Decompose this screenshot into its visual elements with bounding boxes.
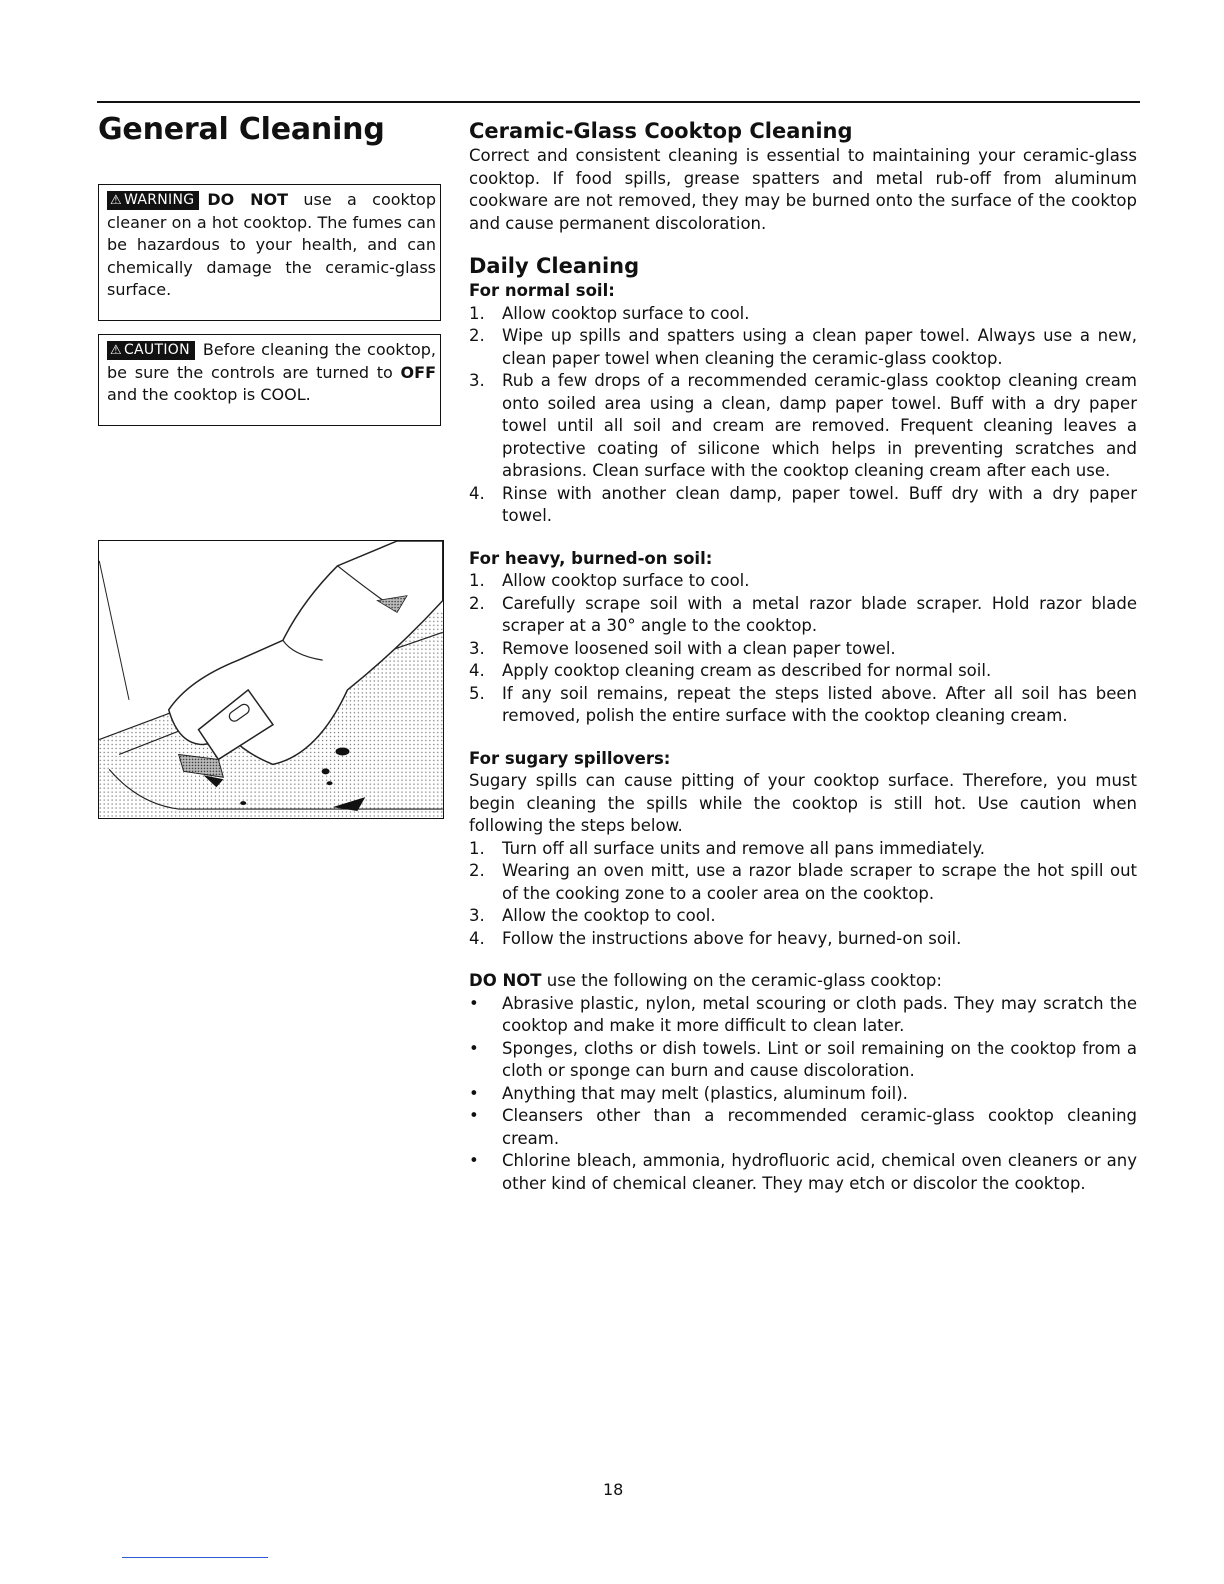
list-item xyxy=(469,683,1137,728)
step-number: 2. xyxy=(469,861,485,880)
heavy-soil-steps xyxy=(469,570,1137,728)
daily-cleaning-title: Daily Cleaning xyxy=(469,254,640,278)
caution-triangle-icon: ⚠ xyxy=(110,343,122,358)
list-item xyxy=(469,905,1137,928)
bullet-icon: • xyxy=(469,1151,479,1170)
step-number: 3. xyxy=(469,371,485,390)
page-title: General Cleaning xyxy=(98,112,385,147)
list-item xyxy=(469,483,1137,528)
do-not-intro xyxy=(469,970,1137,993)
bullet-icon: • xyxy=(469,993,479,1013)
warning-badge xyxy=(107,191,199,210)
item-text: Cleansers other than a recommended ceramic-glass cooktop cleaning cream. xyxy=(502,1106,1137,1148)
step-number: 2. xyxy=(469,593,485,613)
list-item xyxy=(469,325,1137,370)
step-number: 1. xyxy=(469,571,485,590)
caution-badge-label: CAUTION xyxy=(123,342,190,358)
step-text: Apply cooktop cleaning cream as described for normal soil. xyxy=(502,661,992,680)
sugary-steps xyxy=(469,838,1137,951)
step-number: 1. xyxy=(469,838,485,858)
step-text: Rinse with another clean damp, paper towel. Buff dry with a dry paper towel. xyxy=(502,483,1137,525)
step-text: Carefully scrape soil with a metal razor blade scraper. Hold razor blade scraper at a 30° angle to the cooktop. xyxy=(502,593,1137,635)
bottom-link-underline xyxy=(122,1557,268,1558)
step-number: 4. xyxy=(469,661,485,680)
list-item xyxy=(469,1150,1137,1195)
normal-soil-steps xyxy=(469,303,1137,528)
sugary-intro: Sugary spills can cause pitting of your cooktop surface. Therefore, you must begin cleaning the spills while the cooktop is still hot. Use caution when following the steps below. xyxy=(469,771,1137,835)
step-text: Turn off all surface units and remove all pans immediately. xyxy=(502,838,986,858)
bullet-icon: • xyxy=(469,1106,479,1125)
do-not-lead: DO NOT xyxy=(469,971,542,990)
step-text: Allow cooktop surface to cool. xyxy=(502,303,750,323)
list-item xyxy=(469,928,1137,951)
warning-lead: DO NOT xyxy=(207,190,288,209)
caution-text-1: Before cleaning the cooktop, be sure the controls are turned to xyxy=(107,340,436,382)
heavy-soil-heading: For heavy, burned-on soil: xyxy=(469,548,713,568)
item-text: Anything that may melt (plastics, aluminum foil). xyxy=(502,1083,908,1103)
warning-box xyxy=(98,184,441,321)
hand-scraping-cooktop-image xyxy=(99,541,443,818)
list-item xyxy=(469,860,1137,905)
step-number: 3. xyxy=(469,906,485,925)
caution-off: OFF xyxy=(400,362,436,382)
step-text: Rub a few drops of a recommended ceramic-glass cooktop cleaning cream onto soiled area using a clean, damp paper towel. Buff with a dry paper towel until all soil and cream are removed. Frequent cleaning leaves a protective coating of silicone which helps in preventing scratches and abrasions. Clean surface with the cooktop cleaning cream after each use. xyxy=(502,371,1137,480)
step-number: 5. xyxy=(469,683,485,703)
caution-badge xyxy=(107,341,195,360)
step-text: Allow the cooktop to cool. xyxy=(502,906,716,925)
list-item xyxy=(469,1038,1137,1083)
section-intro: Correct and consistent cleaning is essential to maintaining your ceramic-glass cooktop. If food spills, grease spatters and metal rub-off from aluminum cookware are not removed, they may be burned onto the surface of the cooktop and cause permanent discoloration. xyxy=(469,146,1137,233)
warning-text: use a cooktop cleaner on a hot cooktop. The fumes can be hazardous to your health, and can chemically damage the ceramic-glass surface. xyxy=(107,190,437,299)
scraper-illustration xyxy=(98,540,444,819)
sugary-spillovers-heading: For sugary spillovers: xyxy=(469,748,671,768)
step-text: Wearing an oven mitt, use a razor blade scraper to scrape the hot spill out of the cooking zone to a cooler area on the cooktop. xyxy=(502,861,1137,903)
warning-badge-label: WARNING xyxy=(123,192,195,208)
step-number: 1. xyxy=(469,303,485,323)
warning-triangle-icon: ⚠ xyxy=(110,193,122,208)
list-item xyxy=(469,1105,1137,1150)
do-not-list xyxy=(469,993,1137,1196)
step-number: 4. xyxy=(469,483,485,503)
step-number: 4. xyxy=(469,928,485,948)
caution-text-2: and the cooktop is COOL. xyxy=(107,385,311,404)
step-text: Allow cooktop surface to cool. xyxy=(502,571,750,590)
item-text: Chlorine bleach, ammonia, hydrofluoric acid, chemical oven cleaners or any other kind of chemical cleaner. They may etch or discolor the cooktop. xyxy=(502,1151,1137,1193)
step-text: Follow the instructions above for heavy, burned-on soil. xyxy=(502,928,962,948)
list-item xyxy=(469,570,1137,593)
bullet-icon: • xyxy=(469,1083,479,1103)
normal-soil-heading: For normal soil: xyxy=(469,281,615,300)
step-text: Remove loosened soil with a clean paper towel. xyxy=(502,638,896,658)
main-column xyxy=(469,118,1137,1195)
caution-box xyxy=(98,334,441,426)
step-number: 3. xyxy=(469,638,485,658)
list-item xyxy=(469,838,1137,861)
list-item xyxy=(469,993,1137,1038)
step-text: If any soil remains, repeat the steps listed above. After all soil has been removed, polish the entire surface with the cooktop cleaning cream. xyxy=(502,683,1137,725)
top-rule xyxy=(97,101,1140,103)
section-title: Ceramic-Glass Cooktop Cleaning xyxy=(469,119,853,143)
list-item xyxy=(469,1083,1137,1106)
item-text: Sponges, cloths or dish towels. Lint or soil remaining on the cooktop from a cloth or sponge can burn and cause discoloration. xyxy=(502,1038,1137,1080)
page-number: 18 xyxy=(603,1480,624,1499)
list-item xyxy=(469,303,1137,326)
list-item xyxy=(469,638,1137,661)
list-item xyxy=(469,370,1137,483)
bullet-icon: • xyxy=(469,1038,479,1058)
step-text: Wipe up spills and spatters using a clean paper towel. Always use a new, clean paper towel when cleaning the ceramic-glass cooktop. xyxy=(502,326,1137,368)
list-item xyxy=(469,660,1137,683)
item-text: Abrasive plastic, nylon, metal scouring or cloth pads. They may scratch the cooktop and make it more difficult to clean later. xyxy=(502,993,1137,1035)
do-not-text: use the following on the ceramic-glass cooktop: xyxy=(541,971,942,990)
list-item xyxy=(469,593,1137,638)
step-number: 2. xyxy=(469,326,485,345)
